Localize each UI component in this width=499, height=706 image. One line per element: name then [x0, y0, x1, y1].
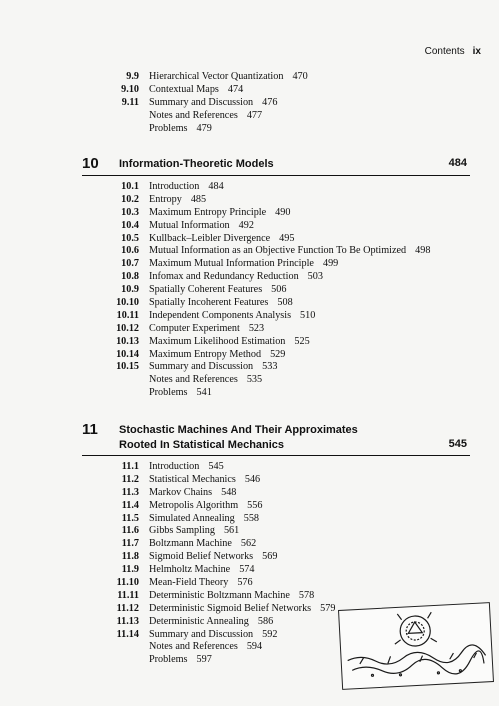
- toc-entry[interactable]: [0, 310, 499, 323]
- toc-entry-title: Maximum Entropy Method: [149, 348, 262, 360]
- chapter-10-number: 10: [82, 155, 99, 172]
- toc-entry-number: 10.13: [116, 335, 139, 347]
- toc-entry-title-wrap: [149, 258, 338, 271]
- toc-entry-title: Markov Chains: [149, 486, 213, 498]
- toc-entry-title-wrap: [149, 603, 335, 616]
- toc-entry[interactable]: [0, 349, 499, 362]
- toc-entry-title-wrap: [149, 207, 290, 220]
- toc-entry-title-wrap: [149, 84, 243, 97]
- toc-entry-page: 490: [275, 206, 291, 218]
- toc-entry-page: 574: [239, 564, 255, 576]
- toc-entry-title: Summary and Discussion: [149, 96, 254, 108]
- toc-entry-title-wrap: [149, 564, 254, 577]
- toc-entry[interactable]: [0, 284, 499, 297]
- toc-entry-title: Introduction: [149, 181, 200, 192]
- toc-entry-page: 484: [208, 181, 224, 192]
- toc-entry[interactable]: [0, 220, 499, 233]
- toc-entry-page: 535: [246, 374, 263, 386]
- toc-entry[interactable]: [0, 551, 499, 564]
- toc-entry-number: 11.12: [116, 602, 139, 614]
- toc-chapter10-sections: [0, 181, 499, 400]
- toc-entry-title: Summary and Discussion: [149, 628, 254, 640]
- toc-entry-title-wrap: [149, 538, 256, 551]
- toc-entry-number: 10.12: [116, 322, 139, 334]
- toc-entry-page: 569: [262, 551, 278, 563]
- toc-entry-title-wrap: [149, 349, 285, 362]
- toc-entry-title: Mean-Field Theory: [149, 577, 229, 589]
- toc-entry-title-wrap: [149, 233, 294, 246]
- toc-entry-title: Maximum Entropy Principle: [149, 206, 267, 218]
- toc-entry-page: 546: [244, 473, 261, 485]
- chapter-10-heading[interactable]: [82, 155, 482, 175]
- toc-entry-page: 556: [247, 499, 263, 511]
- toc-entry-number: 11.6: [121, 525, 139, 537]
- toc-entry-title: Sigmoid Belief Networks: [149, 551, 254, 563]
- toc-entry-page: 525: [294, 335, 310, 347]
- toc-entry-number: 10.7: [121, 258, 139, 270]
- toc-entry-title-wrap: [149, 590, 314, 603]
- chapter-10-rule: [82, 175, 470, 176]
- toc-entry-page: 523: [248, 322, 265, 334]
- toc-entry-page: 474: [227, 83, 244, 95]
- chapter-10-title: Information-Theoretic Models: [119, 158, 274, 170]
- toc-entry-page: 561: [223, 525, 240, 537]
- toc-entry-title: Hierarchical Vector Quantization: [149, 71, 284, 82]
- toc-entry[interactable]: [0, 181, 499, 194]
- toc-entry-page: 562: [240, 538, 257, 550]
- toc-entry-page: 533: [262, 361, 278, 373]
- toc-entry[interactable]: [0, 297, 499, 310]
- toc-entry-page: 576: [237, 577, 253, 589]
- toc-entry-page: 470: [292, 71, 308, 82]
- chapter-11-title-line2: Rooted In Statistical Mechanics: [119, 439, 285, 451]
- toc-entry-page: 545: [208, 461, 224, 472]
- chapter-11-title-line1: Stochastic Machines And Their Approximates: [119, 424, 358, 436]
- running-head: [425, 46, 481, 57]
- toc-entry-page: 558: [243, 512, 260, 524]
- toc-entry-title-wrap: [149, 271, 323, 284]
- toc-entry-number: 11.8: [121, 551, 139, 563]
- toc-entry-title: Introduction: [149, 461, 200, 472]
- library-stamp: [338, 602, 494, 690]
- toc-entry-title-wrap: [149, 310, 315, 323]
- toc-entry-number: 10.1: [121, 181, 139, 192]
- toc-entry-page: 597: [196, 654, 212, 666]
- toc-entry-title: Notes and References: [149, 641, 238, 653]
- toc-entry-number: 10.6: [121, 245, 139, 257]
- toc-entry-title-wrap: [149, 487, 236, 500]
- toc-entry-title: Metropolis Algorithm: [149, 499, 239, 511]
- toc-entry-number: 10.2: [121, 193, 139, 205]
- toc-entry-title: Maximum Mutual Information Principle: [149, 258, 314, 270]
- toc-entry-title-wrap: [149, 361, 277, 374]
- toc-entry-title: Mutual Information as an Objective Function To Be Optimized: [149, 245, 407, 257]
- toc-entry-title-wrap: [149, 97, 277, 110]
- toc-entry-page: 510: [300, 309, 316, 321]
- toc-entry-page: 578: [298, 589, 315, 601]
- toc-entry-title-wrap: [149, 323, 264, 336]
- toc-entry-title-wrap: [149, 551, 277, 564]
- running-head-label: Contents: [424, 46, 465, 57]
- toc-entry[interactable]: [0, 123, 499, 136]
- toc-entry[interactable]: [0, 84, 499, 97]
- toc-entry[interactable]: [0, 564, 499, 577]
- toc-entry[interactable]: [0, 207, 499, 220]
- toc-entry-number: 11.2: [121, 473, 139, 485]
- toc-entry-title-wrap: [149, 654, 212, 667]
- toc-entry-title-wrap: [149, 194, 206, 207]
- chapter-11-rule: [82, 455, 470, 456]
- toc-entry-title: Independent Components Analysis: [149, 309, 292, 321]
- toc-entry-title-wrap: [149, 629, 277, 642]
- toc-entry[interactable]: [0, 461, 499, 474]
- toc-entry-page: 498: [415, 245, 431, 257]
- toc-entry[interactable]: [0, 525, 499, 538]
- toc-entry-title-wrap: [149, 284, 286, 297]
- toc-entry-title: Statistical Mechanics: [149, 473, 236, 485]
- toc-entry-title: Summary and Discussion: [149, 361, 254, 373]
- toc-entry-title: Infomax and Redundancy Reduction: [149, 271, 299, 283]
- toc-entry-page: 548: [221, 486, 237, 498]
- toc-entry[interactable]: [0, 97, 499, 110]
- toc-entry-page: 495: [279, 232, 295, 244]
- toc-entry-number: 10.4: [121, 219, 139, 231]
- toc-entry-number: 11.10: [116, 577, 139, 589]
- toc-entry-number: 10.10: [116, 297, 139, 309]
- toc-entry-title: Gibbs Sampling: [149, 525, 215, 537]
- toc-entry[interactable]: [0, 374, 499, 387]
- toc-entry-title-wrap: [149, 616, 273, 629]
- toc-entry[interactable]: [0, 323, 499, 336]
- toc-entry-title: Problems: [149, 387, 188, 399]
- toc-entry-title: Boltzmann Machine: [149, 538, 232, 550]
- toc-entry-title-wrap: [149, 245, 430, 258]
- toc-entry-title: Helmholtz Machine: [149, 564, 231, 576]
- toc-entry-title-wrap: [149, 474, 260, 487]
- toc-entry[interactable]: [0, 110, 499, 123]
- toc-entry-title-wrap: [149, 123, 212, 136]
- toc-entry[interactable]: [0, 194, 499, 207]
- toc-entry-number: 11.5: [121, 512, 139, 524]
- toc-entry-number: 11.4: [121, 499, 139, 511]
- chapter-11-number: 11: [82, 421, 98, 438]
- toc-entry-page: 477: [246, 109, 263, 121]
- toc-entry[interactable]: [0, 233, 499, 246]
- toc-entry-title: Kullback–Leibler Divergence: [149, 232, 271, 244]
- toc-entry-number: 10.11: [116, 309, 139, 321]
- toc-entry-title-wrap: [149, 71, 308, 84]
- toc-entry-number: 11.7: [121, 538, 139, 550]
- toc-entry-number: 11.14: [116, 628, 139, 640]
- chapter-10-page: 484: [448, 157, 467, 169]
- toc-entry[interactable]: [0, 271, 499, 284]
- toc-entry-title: Simulated Annealing: [149, 512, 235, 524]
- toc-entry-title-wrap: [149, 181, 224, 194]
- toc-entry-title: Deterministic Boltzmann Machine: [149, 589, 290, 601]
- toc-entry-title: Computer Experiment: [149, 322, 240, 334]
- toc-entry-page: 594: [246, 641, 263, 653]
- toc-entry-title-wrap: [149, 641, 262, 654]
- toc-entry-page: 529: [270, 348, 286, 360]
- toc-entry-page: 503: [307, 271, 323, 283]
- running-head-page-number: ix: [472, 46, 481, 57]
- toc-entry-title-wrap: [149, 297, 293, 310]
- toc-entry-number: 10.3: [121, 206, 139, 218]
- toc-entry[interactable]: [0, 538, 499, 551]
- chapter-11-heading[interactable]: [82, 421, 482, 455]
- toc-entry-page: 492: [238, 219, 254, 231]
- toc-entry-title-wrap: [149, 387, 212, 400]
- toc-entry-title: Deterministic Sigmoid Belief Networks: [149, 602, 312, 614]
- toc-entry-title: Problems: [149, 122, 188, 134]
- toc-entry[interactable]: [0, 590, 499, 603]
- toc-entry-number: 9.10: [121, 83, 139, 95]
- toc-entry-number: 11.13: [116, 615, 139, 627]
- toc-entry-number: 11.11: [117, 589, 139, 601]
- toc-entry-title: Notes and References: [149, 374, 238, 386]
- toc-entry-title-wrap: [149, 500, 262, 513]
- toc-entry-title-wrap: [149, 220, 254, 233]
- toc-entry[interactable]: [0, 258, 499, 271]
- toc-entry-page: 508: [277, 297, 293, 309]
- toc-entry-title-wrap: [149, 577, 253, 590]
- toc-entry-title: Spatially Coherent Features: [149, 284, 263, 296]
- toc-entry-page: 586: [257, 615, 274, 627]
- toc-entry[interactable]: [0, 387, 499, 400]
- toc-entry[interactable]: [0, 336, 499, 349]
- toc-entry[interactable]: [0, 71, 499, 84]
- toc-entry-title-wrap: [149, 336, 310, 349]
- toc-entry[interactable]: [0, 500, 499, 513]
- chapter-11-page: 545: [448, 438, 467, 450]
- toc-entry-page: 579: [320, 602, 336, 614]
- toc-entry-number: 9.11: [121, 96, 139, 108]
- toc-entry-number: 11.1: [121, 461, 139, 472]
- toc-entry-title: Problems: [149, 654, 188, 666]
- toc-chapter9-tail: [0, 71, 499, 135]
- toc-entry-page: 592: [262, 628, 278, 640]
- library-seal-icon: [339, 603, 493, 689]
- toc-entry-number: 10.9: [121, 284, 139, 296]
- toc-entry[interactable]: [0, 577, 499, 590]
- toc-entry-number: 10.8: [121, 271, 139, 283]
- toc-entry-page: 499: [322, 258, 339, 270]
- toc-entry[interactable]: [0, 487, 499, 500]
- toc-entry-page: 506: [271, 284, 287, 296]
- toc-entry-number: 10.14: [116, 348, 139, 360]
- toc-entry-title-wrap: [149, 513, 259, 526]
- toc-entry-title-wrap: [149, 110, 262, 123]
- toc-entry-number: 10.15: [116, 361, 139, 373]
- toc-entry[interactable]: [0, 361, 499, 374]
- toc-entry[interactable]: [0, 245, 499, 258]
- toc-entry-title-wrap: [149, 461, 224, 474]
- toc-entry-page: 541: [196, 387, 212, 399]
- toc-entry-title: Maximum Likelihood Estimation: [149, 335, 286, 347]
- toc-entry-title: Deterministic Annealing: [149, 615, 249, 627]
- toc-entry-page: 485: [190, 193, 207, 205]
- toc-entry[interactable]: [0, 513, 499, 526]
- toc-entry-page: 476: [262, 96, 278, 108]
- toc-entry-number: 9.9: [126, 71, 139, 82]
- toc-entry-number: 11.9: [121, 564, 139, 576]
- toc-entry-title: Entropy: [149, 193, 182, 205]
- toc-entry[interactable]: [0, 474, 499, 487]
- toc-entry-title-wrap: [149, 525, 239, 538]
- toc-entry-page: 479: [196, 122, 212, 134]
- toc-entry-number: 11.3: [121, 486, 139, 498]
- toc-entry-number: 10.5: [121, 232, 139, 244]
- toc-entry-title: Contextual Maps: [149, 83, 219, 95]
- toc-entry-title-wrap: [149, 374, 262, 387]
- toc-entry-title: Mutual Information: [149, 219, 230, 231]
- toc-entry-title: Spatially Incoherent Features: [149, 297, 269, 309]
- toc-entry-title: Notes and References: [149, 109, 238, 121]
